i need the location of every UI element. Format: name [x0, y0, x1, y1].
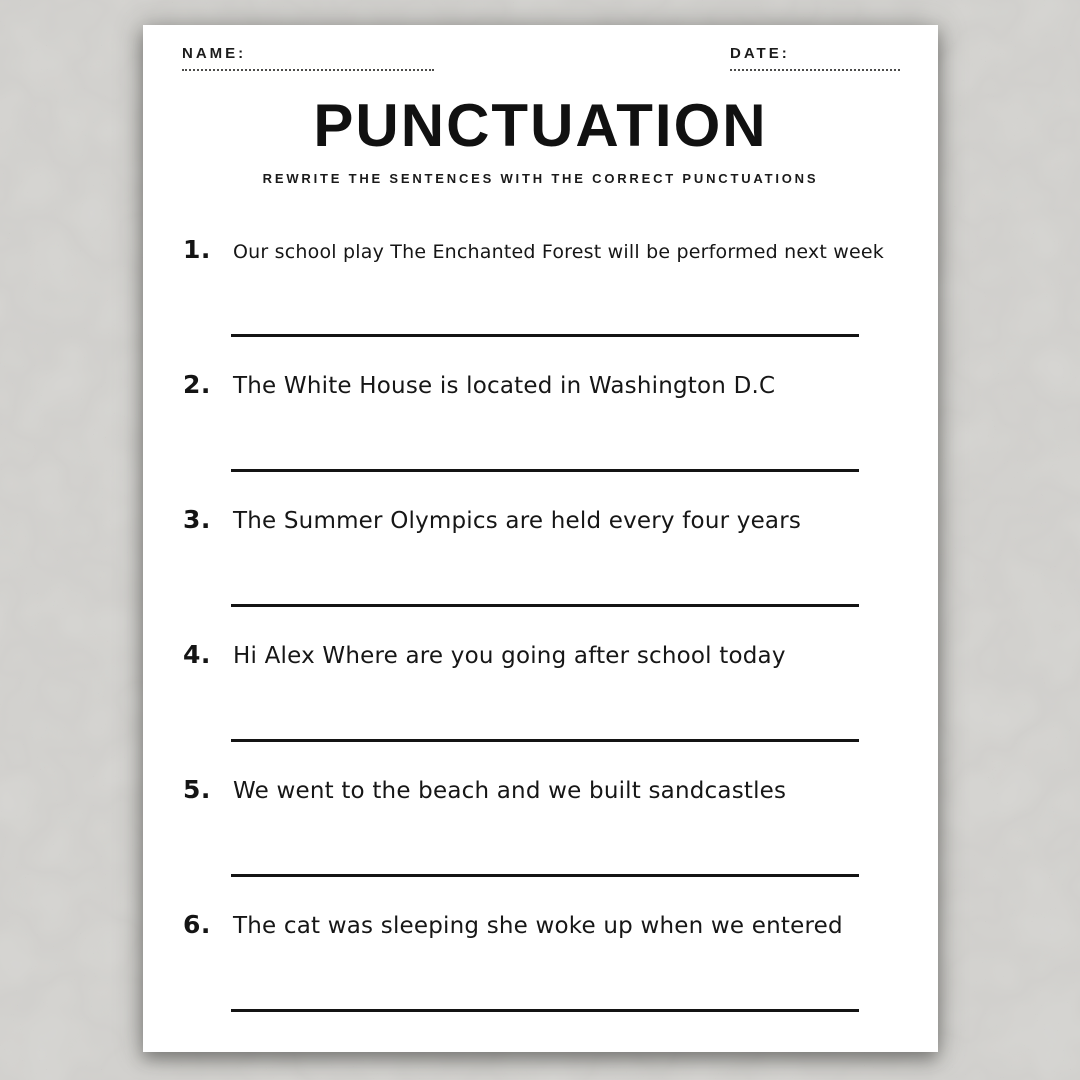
answer-line: [231, 334, 859, 337]
question-item-3: [183, 505, 863, 640]
question-item-1: [183, 235, 884, 370]
question-text: The Summer Olympics are held every four years: [233, 508, 802, 534]
question-text: We went to the beach and we built sandcastles: [233, 778, 787, 804]
name-field: [182, 45, 434, 71]
question-item-4: [183, 640, 863, 775]
questions-list: [183, 235, 884, 1045]
question-number: 3.: [183, 505, 211, 534]
question-number: 2.: [183, 370, 211, 399]
answer-line: [231, 874, 859, 877]
date-field: [730, 45, 900, 71]
answer-line: [231, 739, 859, 742]
question-number: 6.: [183, 910, 211, 939]
name-blank-line: [182, 69, 434, 71]
question-text: Hi Alex Where are you going after school today: [233, 643, 786, 669]
date-label: DATE:: [730, 45, 790, 62]
question-number: 1.: [183, 235, 211, 264]
question-item-6: [183, 910, 863, 1045]
instructions-text: REWRITE THE SENTENCES WITH THE CORRECT PUNCTUATIONS: [262, 171, 819, 186]
question-text: Our school play The Enchanted Forest will be performed next week: [233, 241, 884, 263]
date-blank-line: [730, 69, 900, 71]
question-text: The White House is located in Washington D.C: [233, 373, 776, 399]
question-number: 4.: [183, 640, 211, 669]
answer-line: [231, 469, 859, 472]
name-label: NAME:: [182, 45, 247, 62]
question-item-5: [183, 775, 863, 910]
answer-line: [231, 604, 859, 607]
page-title: PUNCTUATION: [313, 92, 768, 159]
worksheet-paper: [143, 25, 938, 1052]
question-number: 5.: [183, 775, 211, 804]
question-item-2: [183, 370, 863, 505]
answer-line: [231, 1009, 859, 1012]
question-text: The cat was sleeping she woke up when we entered: [233, 913, 843, 939]
